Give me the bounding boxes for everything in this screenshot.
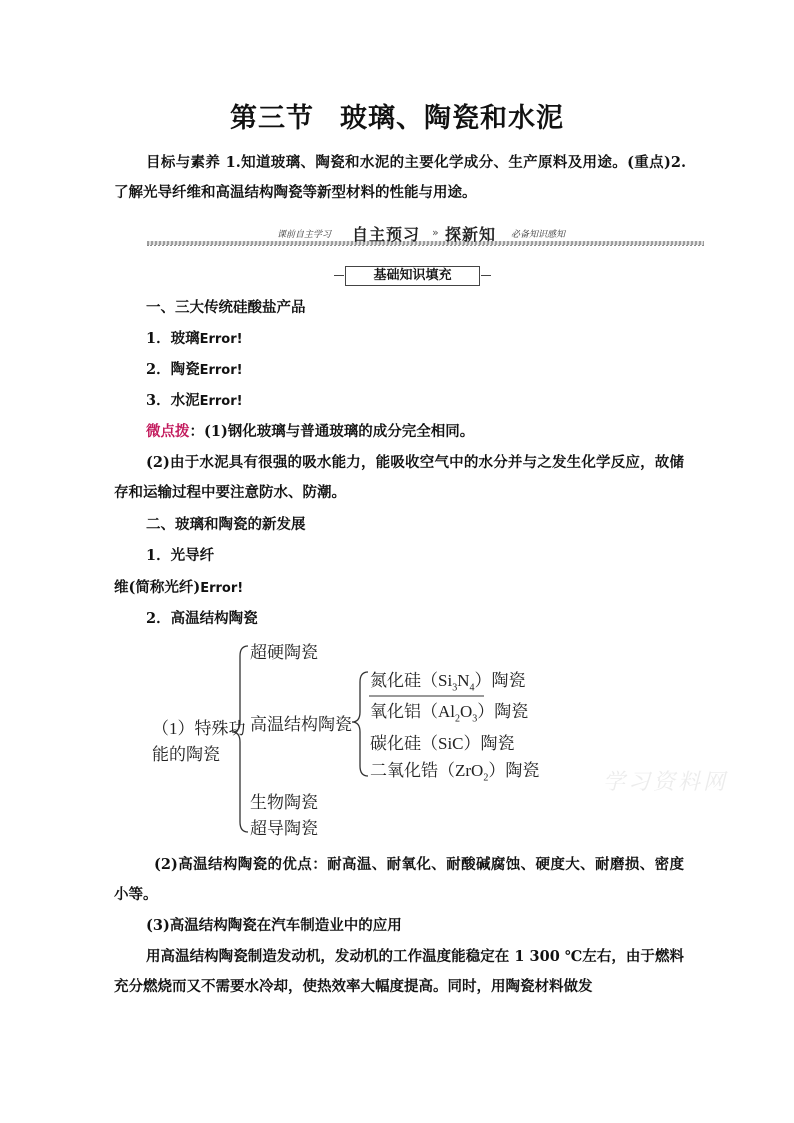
section-banner xyxy=(147,222,704,246)
diagram-sub-sic: 碳化硅（SiC）陶瓷 xyxy=(370,734,515,753)
diagram-branch-superconduct: 超导陶瓷 xyxy=(250,819,318,838)
basic-knowledge-label: 基础知识填充 xyxy=(345,266,480,286)
diagram-sub-al2o3: 氧化铝$(Al_2O_3)$陶瓷 xyxy=(370,702,529,725)
watermark: 学习资料网 xyxy=(603,770,729,795)
tip-label: 微点拨 xyxy=(146,423,190,440)
error-placeholder: Error! xyxy=(199,332,243,347)
error-placeholder: Error! xyxy=(199,363,243,378)
diagram-sub-si3n4: 氮化硅$(Si_3N_4)$陶瓷 xyxy=(370,671,526,694)
banner-main-text-2: 探新知 xyxy=(445,225,497,244)
diagram-branch-bio: 生物陶瓷 xyxy=(250,793,318,812)
diagram-branch-hightemp: 高温结构陶瓷 xyxy=(250,715,352,734)
small-brace xyxy=(352,672,368,776)
error-placeholder: Error! xyxy=(199,394,243,409)
page-title xyxy=(0,96,794,135)
diagram-branch-superhard: 超硬陶瓷 xyxy=(250,643,318,662)
diagram-sub-zro2: 二氧化锆（ZrO$_2$）陶瓷 xyxy=(370,761,540,784)
section1-heading: 一、三大传统硅酸盐产品 xyxy=(146,299,306,316)
application-heading: (3)高温结构陶瓷在汽车制造业中的应用 xyxy=(146,917,402,934)
section2-heading: 二、玻璃和陶瓷的新发展 xyxy=(146,516,306,533)
diagram-root-line2: 能的陶瓷 xyxy=(152,745,220,764)
section2-item-fiber: 1．光导纤 xyxy=(146,547,215,564)
banner-left-text: 课前自主学习 xyxy=(277,230,332,240)
chevron-right-icon: » xyxy=(432,226,439,239)
advantages-paragraph: (2)高温结构陶瓷的优点：耐高温、耐氧化、耐酸碱腐蚀、硬度大、耐磨损、密度小等。 xyxy=(114,856,684,903)
application-paragraph: 用高温结构陶瓷制造发动机，发动机的工作温度能稳定在 1 300 ℃左右，由于燃料充分燃烧而又不需要水冷却，使热效率大幅度提高。同时，用陶瓷材料做发 xyxy=(114,948,684,995)
big-brace xyxy=(232,646,248,832)
title-section-number: 第三节 xyxy=(230,103,314,134)
goals-paragraph: 目标与素养 1.知道玻璃、陶瓷和水泥的主要化学成分、生产原料及用途。(重点)2.了解光导纤维和高温结构陶瓷等新型材料的性能与用途。 xyxy=(114,154,686,201)
section1-item-cement: 3．水泥Error! xyxy=(146,392,243,409)
diagram-root-line1: （1）特殊功 xyxy=(152,719,246,738)
title-topic: 玻璃、陶瓷和水泥 xyxy=(340,103,564,134)
section1-item-ceramic: 2．陶瓷Error! xyxy=(146,361,243,378)
banner-right-text: 必备知识感知 xyxy=(511,230,566,240)
section2-item-fiber-cont: 维(简称光纤)Error! xyxy=(114,579,244,596)
tip-paragraph-2: (2)由于水泥具有很强的吸水能力，能吸收空气中的水分并与之发生化学反应，故储存和运输过程中要注意防水、防潮。 xyxy=(114,454,684,501)
banner-main-text-1: 自主预习 xyxy=(352,225,421,244)
section2-item-ceramics: 2．高温结构陶瓷 xyxy=(146,610,258,627)
banner-bar xyxy=(147,241,704,245)
tip-line-1: 微点拨：(1)钢化玻璃与普通玻璃的成分完全相同。 xyxy=(146,423,475,440)
section1-item-glass: 1．玻璃Error! xyxy=(146,330,243,347)
error-placeholder: Error! xyxy=(200,581,244,596)
